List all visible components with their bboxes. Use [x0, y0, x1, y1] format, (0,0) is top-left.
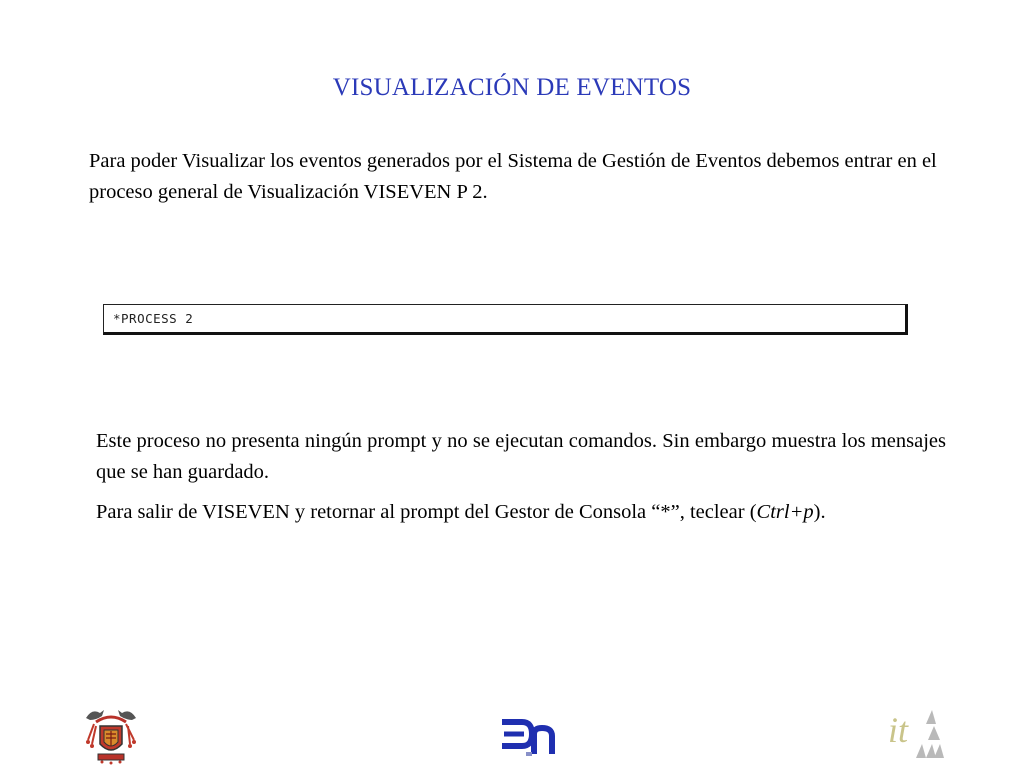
- university-crest-icon: [82, 704, 140, 766]
- slide-title: VISUALIZACIÓN DE EVENTOS: [332, 74, 692, 101]
- shortcut-key-text: Ctrl+p: [756, 501, 814, 523]
- it-logo-icon: [886, 704, 944, 762]
- exit-instruction-text: Para salir de VISEVEN y retornar al prompt del Gestor de Consola “*”, teclear (: [96, 501, 757, 523]
- exit-instruction-end: ).: [813, 501, 826, 523]
- it-logo-text: it: [888, 710, 909, 750]
- terminal-line: *PROCESS 2: [113, 311, 194, 326]
- intro-paragraph: Para poder Visualizar los eventos generados por el Sistema de Gestión de Eventos debemos entrar en el proceso general de Visualización VISEVEN P 2.: [89, 150, 937, 203]
- process-description-paragraph: Este proceso no presenta ningún prompt y no se ejecutan comandos. Sin embargo muestra los mensajes que se han guardado.: [96, 430, 946, 483]
- terminal-output-box: [103, 304, 908, 335]
- exit-instruction-paragraph: [96, 497, 946, 528]
- department-logo-icon: [496, 712, 560, 760]
